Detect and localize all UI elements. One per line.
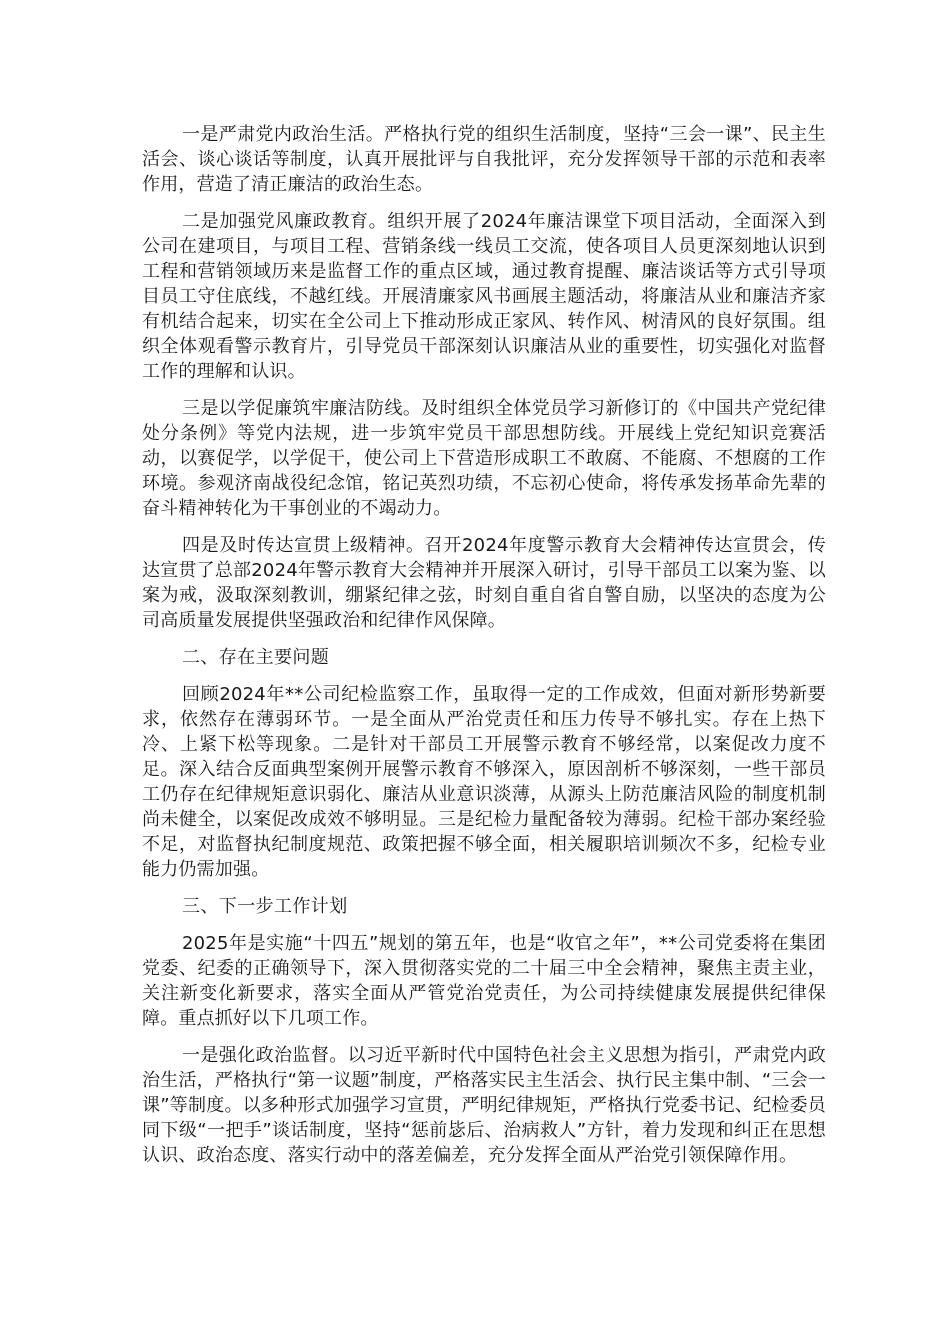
paragraph-integrity-education: 二是加强党风廉政教育。组织开展了2024年廉洁课堂下项目活动，全面深入到公司在建项目，与项目工程、营销条线一线员工交流，使各项目人员更深刻地认识到工程和营销领域历来是监督工作的重点区域，通过教育提醒、廉洁谈话等方式引导项目员工守住底线，不越红线。开展清廉家风书画展主题活动，将廉洁从业和廉洁齐家有机结合起来，切实在全公司上下推动形成正家风、转作风、树清风的良好氛围。组织全体观看警示教育片，引导党员干部深刻认识廉洁从业的重要性，切实强化对监督工作的理解和认识。 xyxy=(142,211,826,382)
paragraph-problems: 回顾2024年**公司纪检监察工作，虽取得一定的工作成效，但面对新形势新要求，依然存在薄弱环节。一是全面从严治党责任和压力传导不够扎实。存在上热下冷、上紧下松等现象。二是针对干部员工开展警示教育不够经常，以案促改力度不足。深入结合反面典型案例开展警示教育不够深入，原因剖析不够深刻，一些干部员工仍存在纪律规矩意识弱化、廉洁从业意识淡薄，从源头上防范廉洁风险的制度机制尚未健全，以案促改成效不够明显。三是纪检力量配备较为薄弱。纪检干部办案经验不足，对监督执纪制度规范、政策把握不够全面，相关履职培训频次不多，纪检专业能力仍需加强。 xyxy=(142,684,826,880)
section-heading-next-plan: 三、下一步工作计划 xyxy=(182,896,348,917)
paragraph-political-supervision: 一是强化政治监督。以习近平新时代中国特色社会主义思想为指引，严肃党内政治生活，严格执行“第一议题”制度，严格落实民主生活会、执行民主集中制、“三会一课”等制度。以多种形式加强学习宣贯，严明纪律规矩，严格执行党委书记、纪检委员同下级“一把手”谈话制度，坚持“惩前毖后、治病救人”方针，着力发现和纠正在思想认识、政治态度、落实行动中的落差偏差，充分发挥全面从严治党引领保障作用。 xyxy=(142,1045,826,1166)
document-page xyxy=(142,122,826,1180)
paragraph-learning-defense: 三是以学促廉筑牢廉洁防线。及时组织全体党员学习新修订的《中国共产党纪律处分条例》等党内法规，进一步筑牢党员干部思想防线。开展线上党纪知识竞赛活动，以赛促学，以学促干，使公司上下营造形成职工不敢腐、不能腐、不想腐的工作环境。参观济南战役纪念馆，铭记英烈功绩，不忘初心使命，将传承发扬革命先辈的奋斗精神转化为干事创业的不竭动力。 xyxy=(142,398,826,519)
paragraph-convey-spirit: 四是及时传达宣贯上级精神。召开2024年度警示教育大会精神传达宣贯会，传达宣贯了总部2024年警示教育大会精神并开展深入研讨，引导干部员工以案为鉴、以案为戒，汲取深刻教训，绷紧纪律之弦，时刻自重自省自警自励，以坚决的态度为公司高质量发展提供坚强政治和纪律作风保障。 xyxy=(142,535,826,631)
paragraph-plan-intro: 2025年是实施“十四五”规划的第五年，也是“收官之年”，**公司党委将在集团党委、纪委的正确领导下，深入贯彻落实党的二十届三中全会精神，聚焦主责主业，关注新变化新要求，落实全面从严管党治党责任，为公司持续健康发展提供纪律保障。重点抓好以下几项工作。 xyxy=(142,933,826,1029)
paragraph-political-life: 一是严肃党内政治生活。严格执行党的组织生活制度，坚持“三会一课”、民主生活会、谈心谈话等制度，认真开展批评与自我批评，充分发挥领导干部的示范和表率作用，营造了清正廉洁的政治生态。 xyxy=(142,124,826,195)
section-heading-problems: 二、存在主要问题 xyxy=(182,647,330,668)
